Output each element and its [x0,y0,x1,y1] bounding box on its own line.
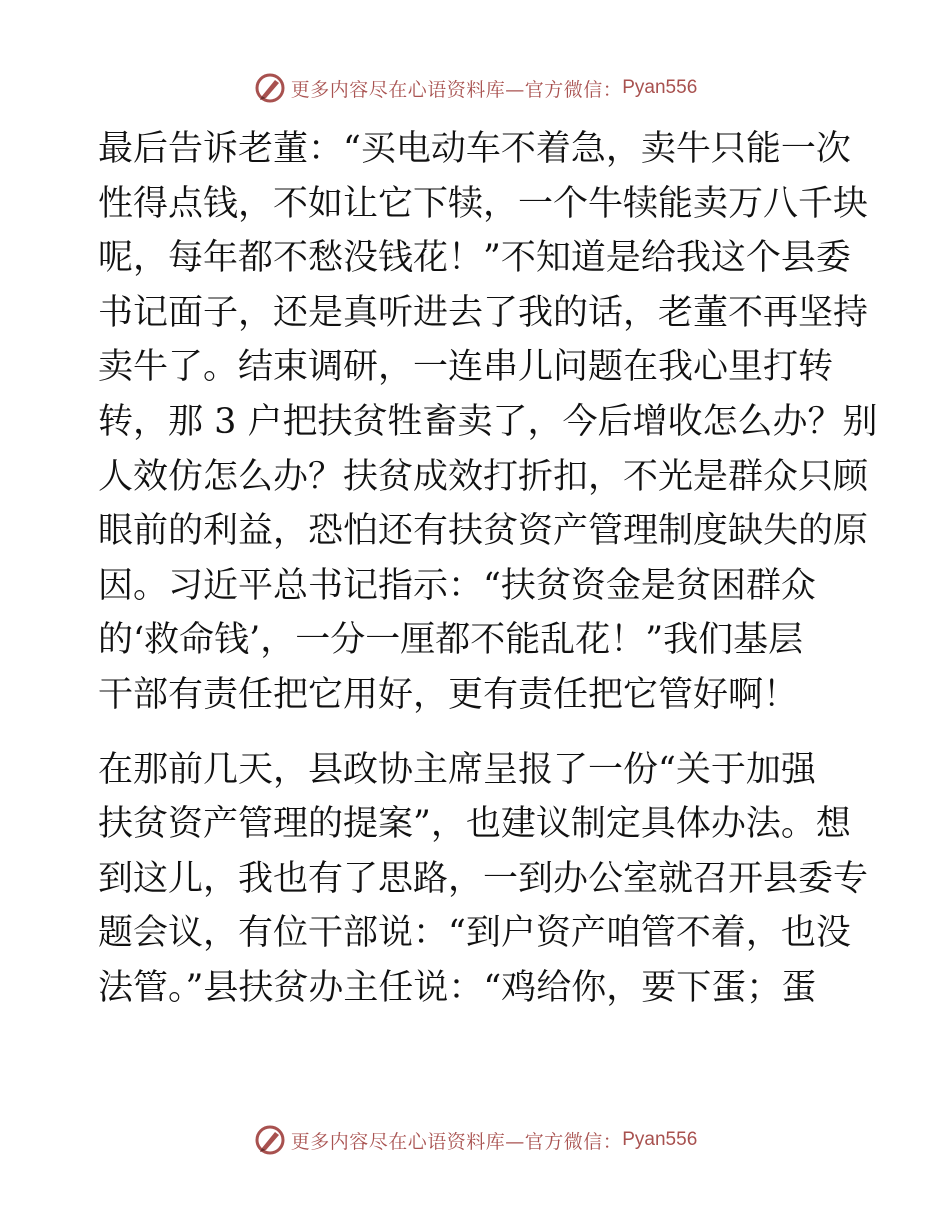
text-line: 卖牛了。结束调研，一连串儿问题在我心里打转 [98,347,834,388]
pen-circle-logo-icon [253,71,287,105]
paragraph-1 [98,122,878,723]
header-watermark [0,68,950,108]
header-wechat-id: Pyan556 [622,77,698,98]
text-line: 呢，每年都不愁没钱花！”不知道是给我这个县委 [98,238,851,279]
text-line: 书记面子，还是真听进去了我的话，老董不再坚持 [98,292,869,333]
paragraph-2 [98,743,868,1016]
footer-text: 更多内容尽在心语资料库—官方微信： [290,1130,623,1153]
text-line: 的‘救命钱’，一分一厘都不能乱花！”我们基层 [98,620,804,661]
paragraph-spacer [98,723,868,743]
text-line: 题会议，有位干部说：“到户资产咱管不着，也没 [98,913,851,954]
footer-watermark [0,1120,950,1160]
text-line: 最后告诉老董：“买电动车不着急，卖牛只能一次 [98,129,851,169]
text-line: 性得点钱，不如让它下犊，一个牛犊能卖万八千块 [98,183,869,224]
text-line: 在那前几天，县政协主席呈报了一份“关于加强 [98,749,816,790]
text-line: 因。习近平总书记指示：“扶贫资金是贫困群众 [98,565,816,606]
text-line: 转，那 3 户把扶贫牲畜卖了，今后增收怎么办？别 [98,401,878,442]
pen-circle-logo-icon [253,1123,287,1157]
footer-wechat-id: Pyan556 [622,1129,698,1150]
text-line: 干部有责任把它用好，更有责任把它管好啊！ [98,674,799,715]
document-body [98,122,878,1016]
text-line: 人效仿怎么办？扶贫成效打折扣，不光是群众只顾 [98,456,869,497]
text-line: 到这儿，我也有了思路，一到办公室就召开县委专 [98,858,869,899]
text-line: 扶贫资产管理的提案”，也建议制定具体办法。想 [98,804,851,845]
text-line: 法管。”县扶贫办主任说：“鸡给你，要下蛋；蛋 [98,967,817,1008]
header-text: 更多内容尽在心语资料库—官方微信： [290,78,623,101]
text-line: 眼前的利益，恐怕还有扶贫资产管理制度缺失的原 [98,511,869,552]
